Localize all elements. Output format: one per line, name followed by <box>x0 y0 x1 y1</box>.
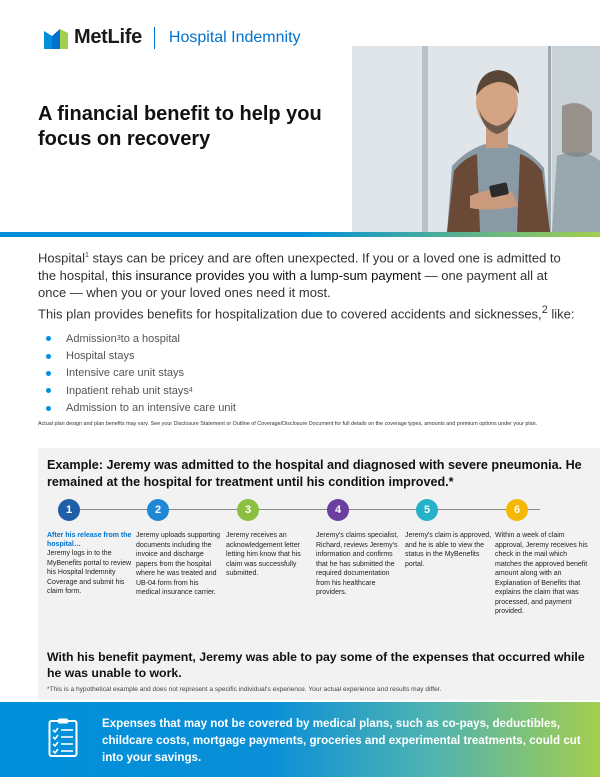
benefit-sup: 4 <box>188 387 193 395</box>
benefit-text: Admission to an intensive care unit <box>66 402 236 415</box>
example-panel <box>38 448 600 700</box>
man-looking-at-phone-photo <box>352 46 600 232</box>
intro-text-b: stays can be pricey and are often unexpected. If you or a loved one is admitted to the hospital, <box>38 250 561 283</box>
list-item <box>46 400 236 417</box>
benefit-text: Admission <box>66 332 117 345</box>
intro-text-c: — one payment all at once — when you or your loved ones need it most. <box>38 267 548 301</box>
step-5 <box>405 499 493 569</box>
footer-text: Expenses that may not be covered by medical plans, such as co-pays, deductibles, childcare costs, mortgage payments, groceries and experimental treatments, could cut into your savings. <box>102 717 581 764</box>
step-2 <box>136 499 224 598</box>
step-6 <box>495 499 593 617</box>
plan-paragraph <box>38 302 598 322</box>
example-result: With his benefit payment, Jeremy was able to pay some of the expenses that occurred while he was unable to work. <box>47 650 585 680</box>
checklist-icon <box>48 718 78 758</box>
benefits-list <box>46 330 236 417</box>
bullet-icon <box>46 336 51 341</box>
benefit-text: Intensive care unit stays <box>66 367 185 380</box>
logo-divider <box>154 27 155 49</box>
bullet-icon <box>46 354 51 359</box>
footer-banner <box>0 702 600 777</box>
benefit-text: Inpatient rehab unit stays <box>66 384 189 397</box>
hero-title: A financial benefit to help you focus on recovery <box>38 103 322 150</box>
product-name: Hospital Indemnity <box>168 28 301 46</box>
footnote-1: 1 <box>84 252 89 259</box>
step-3 <box>226 499 314 579</box>
benefit-text: Hospital stays <box>66 350 135 363</box>
benefit-sup: 3 <box>116 335 121 343</box>
plan-text-a: This plan provides benefits for hospitalization due to covered accidents and sicknesses, <box>38 306 542 322</box>
step-4 <box>316 499 404 598</box>
step-text: Jeremy's claim is approved, and he is able to view the status in the MyBenefits portal. <box>405 532 492 568</box>
benefit-rest: to a hospital <box>120 332 180 345</box>
color-band <box>0 232 600 237</box>
step-number-badge: 4 <box>327 499 349 521</box>
bullet-icon <box>46 371 51 376</box>
step-text: Jeremy logs in to the MyBenefits portal to review his Hospital Indemnity Coverage and submit his claim form. <box>47 550 132 595</box>
step-text: Jeremy uploads supporting documents including the invoice and discharge papers from the hospital where he was treated and UB-04 form from his medical insurance carrier. <box>136 532 221 596</box>
list-item <box>46 347 236 364</box>
metlife-logo-icon <box>44 27 68 49</box>
step-number-badge: 6 <box>506 499 528 521</box>
plan-disclaimer: Actual plan design and plan benefits may vary. See your Disclosure Statement or Outline of Coverage/Disclosure Document for full details on the coverage types, amounts and premium options under your plan. <box>38 421 538 427</box>
bullet-icon <box>46 388 51 393</box>
plan-text-b: like: <box>547 306 575 322</box>
logo-text: MetLife <box>74 26 142 48</box>
step-text: Jeremy receives an acknowledgement letter letting him know that his claim was successfully submitted. <box>226 532 301 577</box>
intro-paragraph <box>38 247 578 302</box>
intro-text-a: Hospital <box>38 250 85 266</box>
brand-logo[interactable] <box>44 26 301 49</box>
step-number-badge: 5 <box>416 499 438 521</box>
step-number-badge: 2 <box>147 499 169 521</box>
step-heading: After his release from the hospital… <box>47 532 132 548</box>
header <box>0 0 600 236</box>
list-item <box>46 330 236 347</box>
step-text: Jeremy's claims specialist, Richard, reviews Jeremy's information and confirms that he has submitted the required documentation from his healthcare providers. <box>316 532 399 596</box>
bullet-icon <box>46 406 51 411</box>
list-item <box>46 382 236 399</box>
step-text: Within a week of claim approval, Jeremy receives his check in the mail which matches the approved benefit amount along with an Explanation of Benefits that explains the claim that was processed, and payment provided. <box>495 532 588 615</box>
example-title: Example: Jeremy was admitted to the hospital and diagnosed with severe pneumonia. He remained at the hospital for treatment until his condition improved.* <box>47 458 582 489</box>
step-1 <box>47 499 135 597</box>
footnote-2: 2 <box>541 304 548 316</box>
hypothetical-disclaimer: *This is a hypothetical example and does not represent a specific individual's experience. Your actual experience and results may differ. <box>47 686 442 693</box>
intro-emphasis: this insurance provides you with a lump-sum payment <box>111 267 421 283</box>
step-number-badge: 1 <box>58 499 80 521</box>
list-item <box>46 365 236 382</box>
step-number-badge: 3 <box>237 499 259 521</box>
